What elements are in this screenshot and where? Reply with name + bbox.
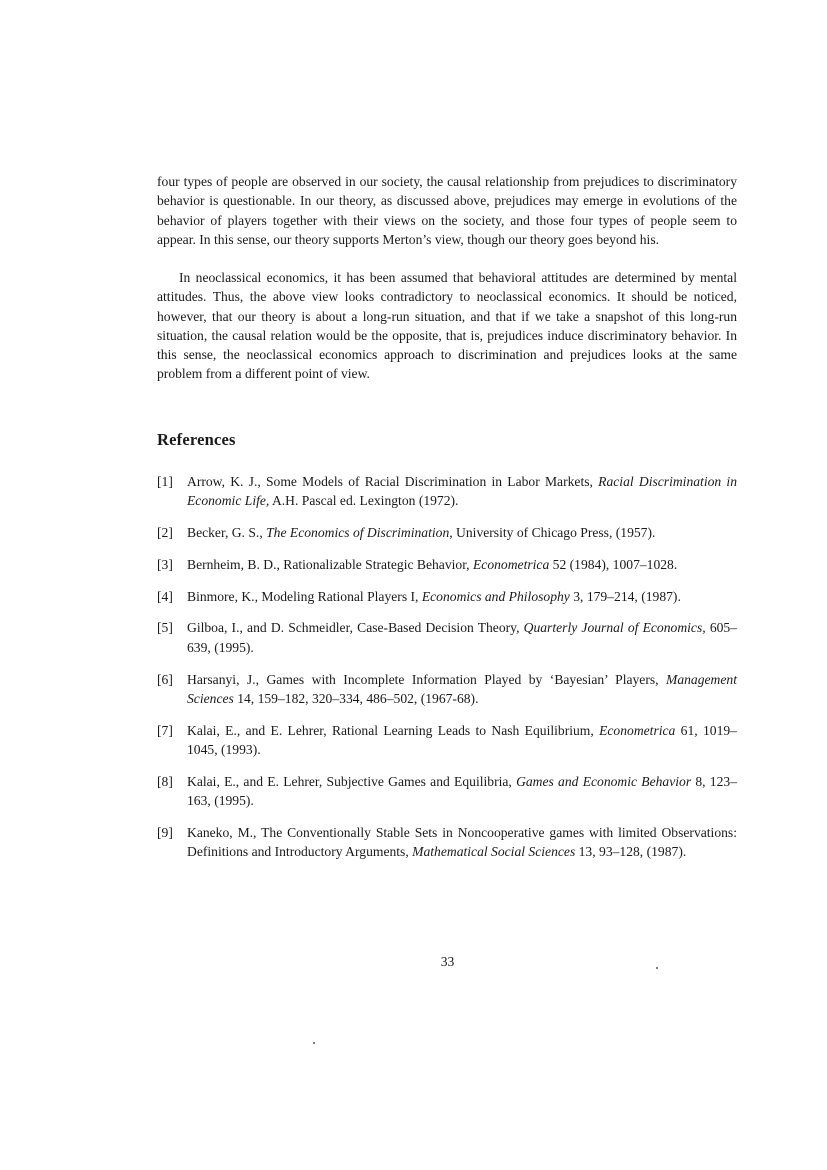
reference-details: 605–639, (1995). [187, 620, 738, 655]
reference-item [157, 523, 737, 542]
reference-details: A.H. Pascal ed. Lexington (1972). [269, 493, 459, 509]
reference-number: [8] [157, 773, 173, 789]
reference-authors-title: Gilboa, I., and D. Schmeidler, Case-Based Decision Theory, [187, 620, 524, 636]
reference-text [187, 672, 737, 706]
page-number: 33 [440, 954, 455, 969]
reference-source: Economics and Philosophy [421, 588, 570, 604]
reference-text [187, 774, 737, 808]
reference-text [187, 474, 737, 508]
reference-number: [4] [157, 588, 173, 604]
reference-number: [3] [157, 556, 173, 572]
reference-text [187, 525, 655, 540]
reference-authors-title: Harsanyi, J., Games with Incomplete Information Played by ‘Bayesian’ Players, [187, 671, 667, 687]
reference-authors-title: Arrow, K. J., Some Models of Racial Discrimination in Labor Markets, [187, 474, 599, 489]
reference-number: [1] [157, 474, 173, 489]
reference-item [157, 555, 737, 574]
reference-details: 14, 159–182, 320–334, 486–502, (1967-68). [233, 690, 479, 706]
reference-authors-title: Kalai, E., and E. Lehrer, Rational Learning Leads to Nash Equilibrium, [187, 722, 600, 738]
reference-authors-title: Bernheim, B. D., Rationalizable Strategic Behavior, [187, 556, 473, 572]
reference-item [157, 670, 737, 709]
reference-source: Econometrica [599, 722, 676, 738]
reference-number: [7] [157, 722, 173, 738]
reference-item [157, 587, 737, 606]
scan-speck [656, 967, 658, 969]
reference-source: Games and Economic Behavior [516, 773, 692, 789]
reference-details: 8, 123–163, (1995). [187, 773, 737, 809]
reference-details: 52 (1984), 1007–1028. [549, 556, 678, 572]
reference-text [187, 825, 737, 859]
reference-text [187, 723, 737, 757]
reference-source: Management Sciences [187, 671, 737, 706]
reference-authors-title: Becker, G. S., [187, 525, 267, 541]
reference-item [157, 721, 737, 760]
reference-item [157, 618, 737, 657]
reference-details: 3, 179–214, (1987). [569, 588, 681, 604]
reference-text [187, 589, 681, 604]
reference-number: [2] [157, 525, 173, 541]
scan-speck [313, 1042, 315, 1044]
reference-source: The Economics of Discrimination, [266, 525, 453, 541]
reference-source: Mathematical Social Sciences [412, 844, 576, 860]
reference-source: Racial Discrimination in Economic Life, [187, 474, 737, 509]
reference-authors-title: Kaneko, M., The Conventionally Stable Sets in Noncooperative games with limited Observations: Definitions and Introductory Arguments, [187, 824, 737, 860]
reference-number: [6] [157, 671, 173, 687]
reference-list [157, 472, 737, 874]
reference-authors-title: Kalai, E., and E. Lehrer, Subjective Games and Equilibria, [187, 773, 517, 789]
reference-source: Quarterly Journal of Economics, [523, 620, 706, 636]
body-paragraph: four types of people are observed in our society, the causal relationship from prejudices to discriminatory behavior is questionable. In our theory, as discussed above, prejudices may emerge in evolutions of the behavior of players together with their views on the society, and those four types of people seem to appear. In this sense, our theory supports Merton’s view, though our theory goes beyond his. [157, 174, 737, 247]
body-paragraph: In neoclassical economics, it has been assumed that behavioral attitudes are determined by mental attitudes. Thus, the above view looks contradictory to neoclassical economics. It should be noticed, however, that our theory is about a long-run situation, and that if we take a snapshot of this long-run situation, the causal relation would be the opposite, that is, prejudices induce discriminatory behavior. In this sense, the neoclassical economics approach to discrimination and prejudices looks at the same problem from a different point of view. [157, 270, 737, 382]
reference-number: [9] [157, 824, 173, 840]
reference-authors-title: Binmore, K., Modeling Rational Players I, [187, 588, 422, 604]
reference-item [157, 472, 737, 511]
reference-text [187, 557, 677, 572]
reference-text [187, 620, 737, 654]
reference-number: [5] [157, 620, 173, 636]
references-heading: References [157, 430, 236, 449]
reference-source: Econometrica [472, 556, 550, 572]
reference-item [157, 772, 737, 811]
reference-details: 61, 1019–1045, (1993). [187, 722, 737, 757]
reference-details: University of Chicago Press, (1957). [452, 525, 656, 541]
reference-details: 13, 93–128, (1987). [575, 844, 687, 860]
reference-item [157, 823, 737, 862]
